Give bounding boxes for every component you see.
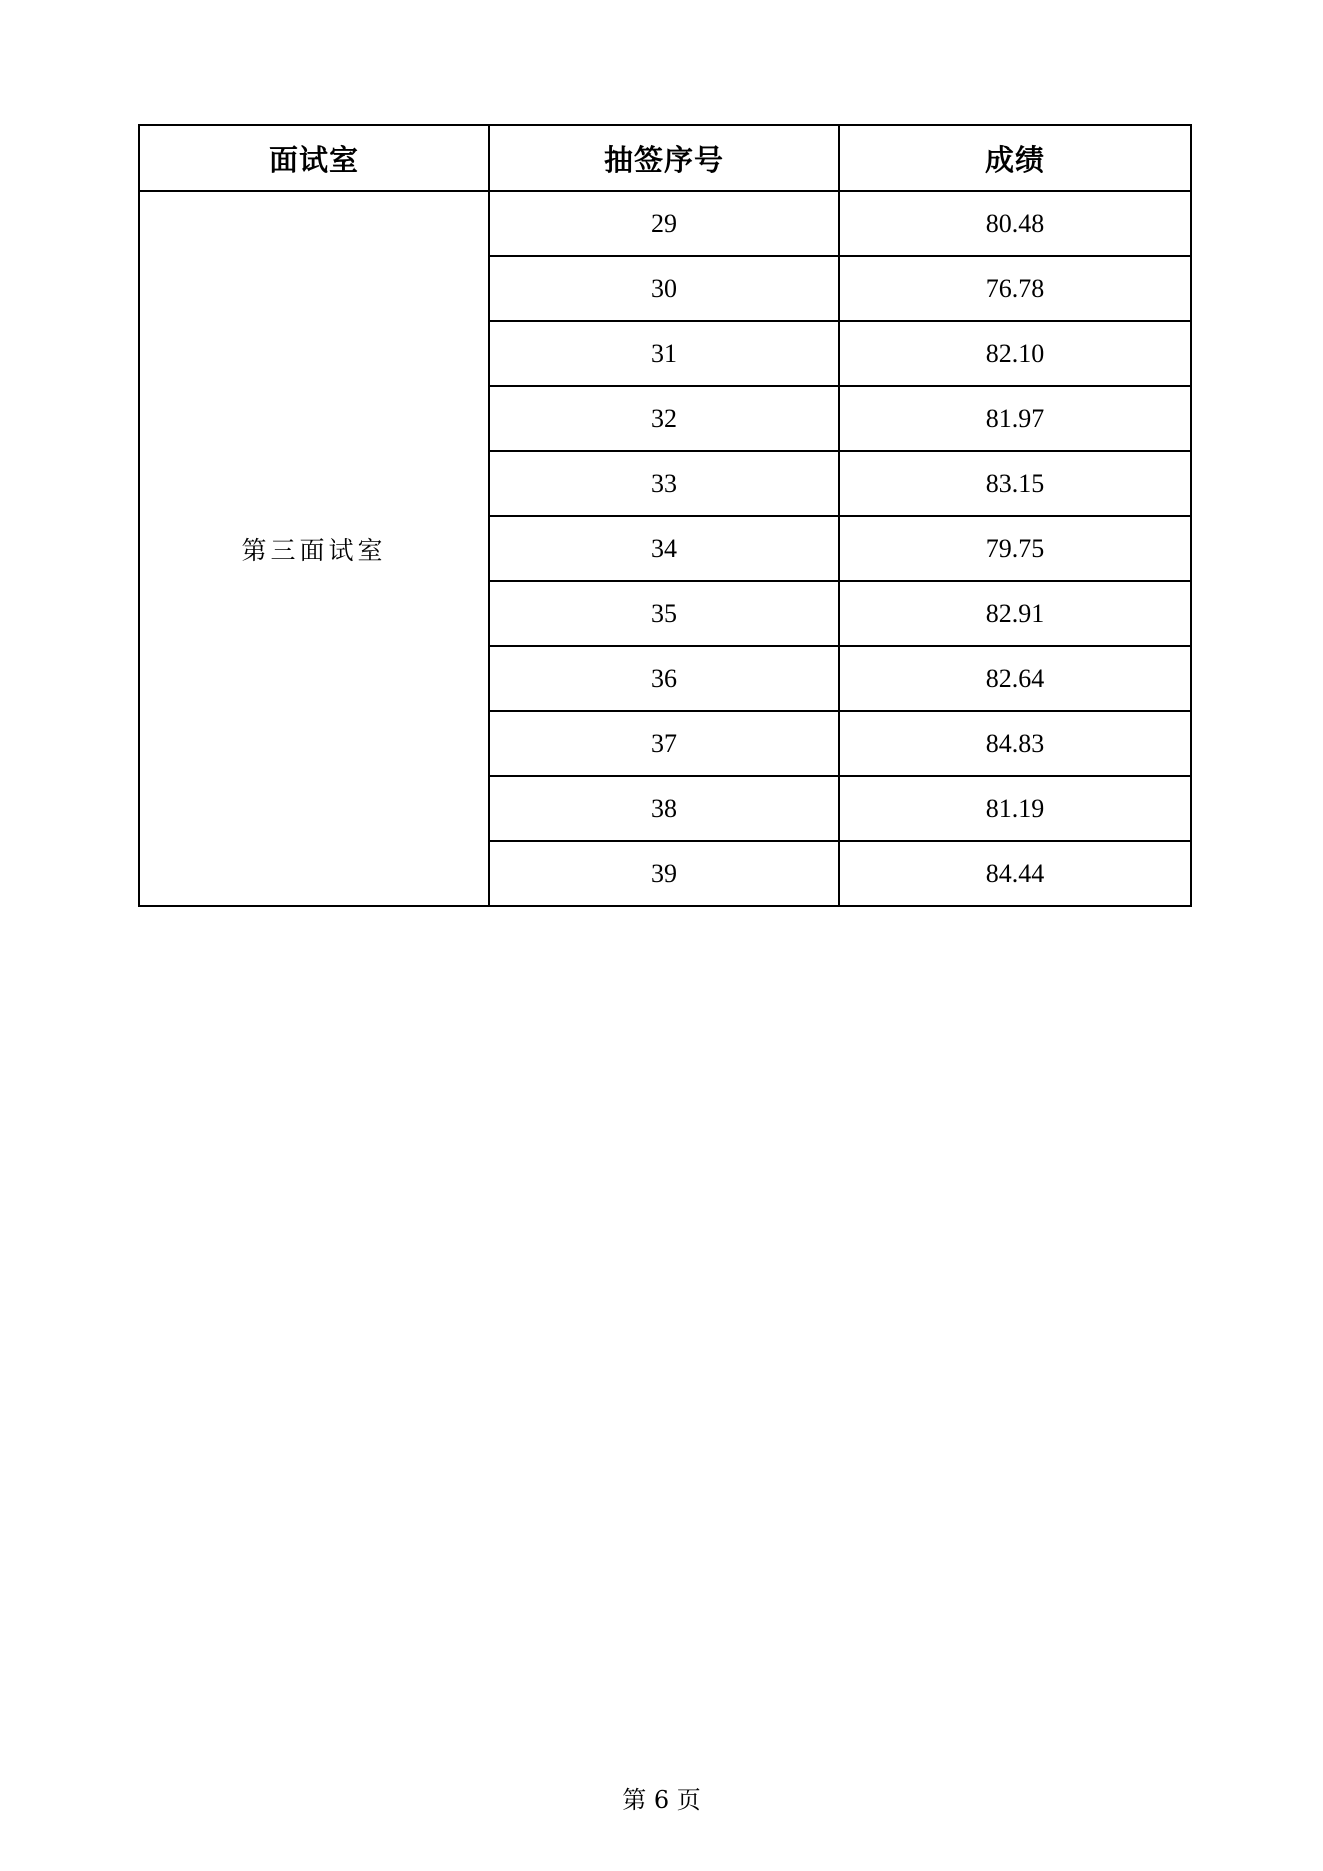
- seq-cell: 34: [489, 516, 839, 581]
- table-header: [139, 125, 1191, 191]
- seq-cell: 31: [489, 321, 839, 386]
- score-cell: 76.78: [839, 256, 1191, 321]
- header-room: 面试室: [139, 125, 489, 191]
- score-cell: 79.75: [839, 516, 1191, 581]
- score-cell: 83.15: [839, 451, 1191, 516]
- score-cell: 82.64: [839, 646, 1191, 711]
- room-cell: 第三面试室: [139, 191, 489, 906]
- page-number: 第 6 页: [622, 1786, 701, 1814]
- score-cell: 82.10: [839, 321, 1191, 386]
- score-cell: 81.19: [839, 776, 1191, 841]
- seq-cell: 35: [489, 581, 839, 646]
- table-row: [139, 191, 1191, 256]
- score-cell: 84.83: [839, 711, 1191, 776]
- seq-cell: 36: [489, 646, 839, 711]
- seq-cell: 37: [489, 711, 839, 776]
- score-cell: 80.48: [839, 191, 1191, 256]
- header-row: [139, 125, 1191, 191]
- score-cell: 84.44: [839, 841, 1191, 906]
- seq-cell: 30: [489, 256, 839, 321]
- header-seq: 抽签序号: [489, 125, 839, 191]
- score-table: [138, 124, 1192, 907]
- seq-cell: 39: [489, 841, 839, 906]
- score-cell: 82.91: [839, 581, 1191, 646]
- score-cell: 81.97: [839, 386, 1191, 451]
- seq-cell: 33: [489, 451, 839, 516]
- seq-cell: 38: [489, 776, 839, 841]
- seq-cell: 29: [489, 191, 839, 256]
- seq-cell: 32: [489, 386, 839, 451]
- table-body: [139, 191, 1191, 906]
- header-score: 成绩: [839, 125, 1191, 191]
